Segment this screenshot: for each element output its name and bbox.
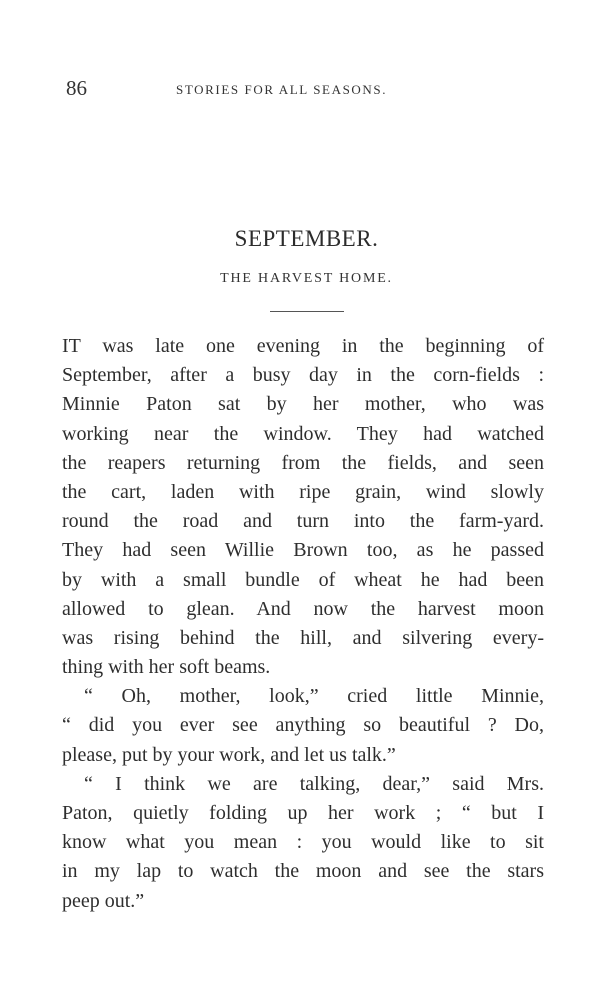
text-line: thing with her soft beams. xyxy=(62,656,271,679)
running-head xyxy=(66,76,546,106)
text-line: please, put by your work, and let us talk.” xyxy=(62,743,396,766)
text-line: was rising behind the hill, and silvering every- xyxy=(62,626,544,649)
text-line: know what you mean : you would like to sit xyxy=(62,831,544,854)
text-line: in my lap to watch the moon and see the stars xyxy=(62,860,544,883)
text-line: Paton, quietly folding up her work ; “ but I xyxy=(62,802,544,824)
text-line: working near the window. They had watched xyxy=(62,422,544,445)
text-line: IT was late one evening in the beginning of xyxy=(62,335,544,357)
text-line: peep out.” xyxy=(62,889,145,912)
text-line: “ did you ever see anything so beautiful ? Do, xyxy=(62,714,544,737)
page-number: 86 xyxy=(66,76,87,100)
chapter-subtitle: THE HARVEST HOME. xyxy=(220,271,393,286)
chapter-title: SEPTEMBER. xyxy=(234,226,379,251)
text-line: the reapers returning from the fields, and seen xyxy=(62,451,544,474)
section-divider xyxy=(270,311,344,312)
text-line: September, after a busy day in the corn-fields : xyxy=(62,364,544,387)
text-line: the cart, laden with ripe grain, wind slowly xyxy=(62,480,544,503)
text-line: They had seen Willie Brown too, as he passed xyxy=(62,539,544,562)
text-line: “ I think we are talking, dear,” said Mrs. xyxy=(84,772,544,795)
text-line: “ Oh, mother, look,” cried little Minnie, xyxy=(84,685,544,708)
text-line: by with a small bundle of wheat he had been xyxy=(62,568,544,591)
running-title: STORIES FOR ALL SEASONS. xyxy=(176,82,388,97)
text-line: round the road and turn into the farm-yard. xyxy=(62,510,544,533)
body-text xyxy=(62,332,544,916)
text-line: Minnie Paton sat by her mother, who was xyxy=(62,393,544,416)
text-line: allowed to glean. And now the harvest moon xyxy=(62,597,544,620)
